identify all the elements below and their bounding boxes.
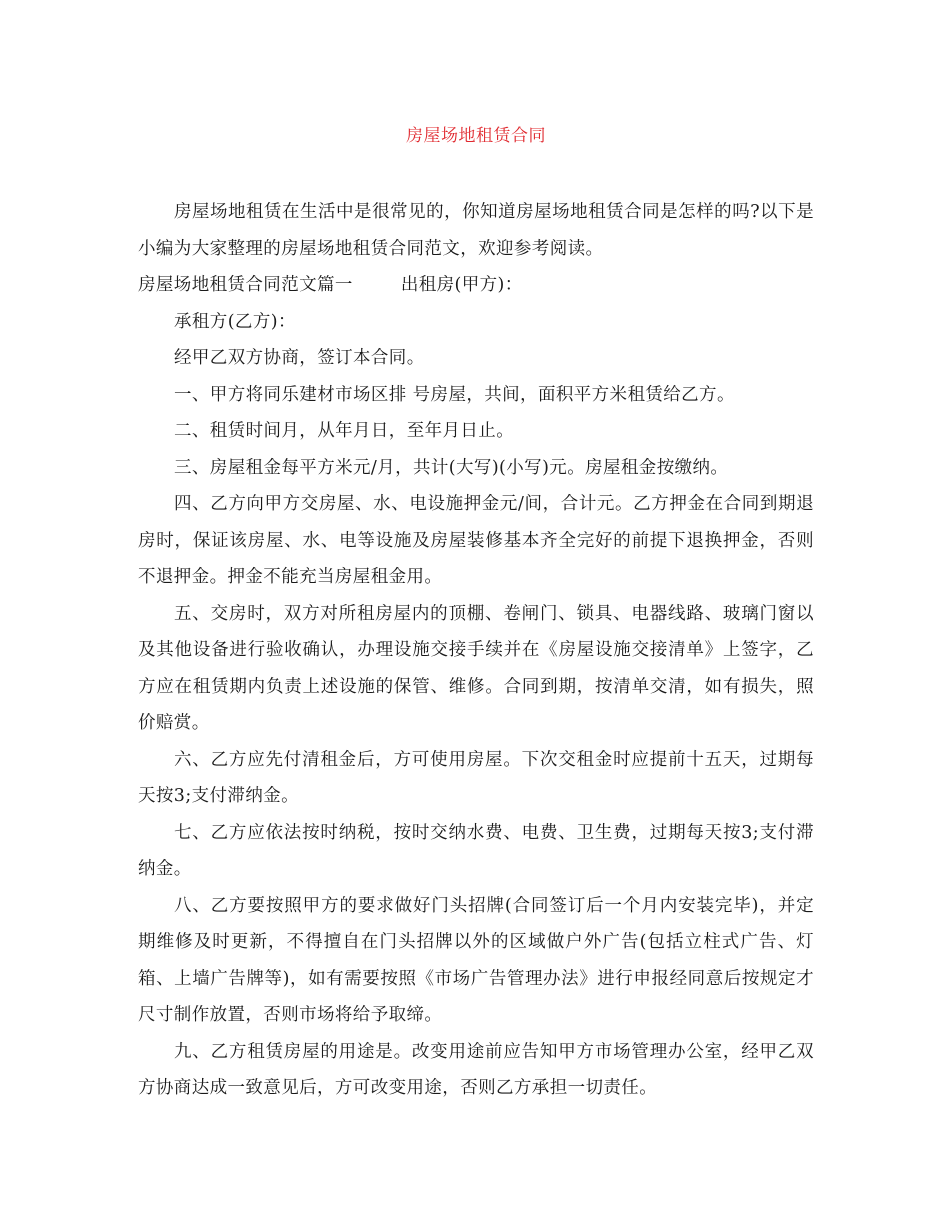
clause-7: 七、乙方应依法按时纳税，按时交纳水费、电费、卫生费，过期每天按3;支付滞纳金。 bbox=[138, 822, 814, 879]
clause-9: 九、乙方租赁房屋的用途是。改变用途前应告知甲方市场管理办公室，经甲乙双方协商达成一致意见后，方可改变用途，否则乙方承担一切责任。 bbox=[138, 1041, 814, 1098]
clause-4: 四、乙方向甲方交房屋、水、电设施押金元/间，合计元。乙方押金在合同到期退房时，保证该房屋、水、电等设施及房屋装修基本齐全完好的前提下退换押金，否则不退押金。押金不能充当房屋租金用。 bbox=[138, 494, 814, 587]
lessee-label: 承租方(乙方)： bbox=[174, 311, 296, 332]
lessor-label: 出租房(甲方)： bbox=[400, 275, 523, 295]
section-heading-line bbox=[138, 267, 814, 304]
document-body bbox=[138, 194, 814, 1107]
clause-8: 八、乙方要按照甲方的要求做好门头招牌(合同签订后一个月内安装完毕)，并定期维修及时更新，不得擅自在门头招牌以外的区域做户外广告(包括立柱式广告、灯箱、上墙广告牌等)，如有需要按照《市场广告管理办法》进行申报经同意后按规定才尺寸制作放置，否则市场将给予取缔。 bbox=[138, 895, 814, 1025]
clause-6: 六、乙方应先付清租金后，方可使用房屋。下次交租金时应提前十五天，过期每天按3;支付滞纳金。 bbox=[138, 749, 814, 806]
document-title: 房屋场地租赁合同 bbox=[406, 126, 546, 146]
clause-1: 一、甲方将同乐建材市场区排 号房屋，共间，面积平方米租赁给乙方。 bbox=[174, 384, 735, 405]
intro-paragraph: 房屋场地租赁在生活中是很常见的，你知道房屋场地租赁合同是怎样的吗?以下是小编为大家整理的房屋场地租赁合同范文，欢迎参考阅读。 bbox=[138, 202, 814, 259]
clause-3: 三、房屋租金每平方米元/月，共计(大写)(小写)元。房屋租金按缴纳。 bbox=[174, 457, 729, 478]
clause-2: 二、租赁时间月，从年月日，至年月日止。 bbox=[174, 421, 515, 441]
agreement-paragraph: 经甲乙双方协商，签订本合同。 bbox=[174, 348, 425, 368]
section-heading: 房屋场地租赁合同范文篇一 bbox=[138, 275, 353, 295]
clause-5: 五、交房时，双方对所租房屋内的顶棚、卷闸门、锁具、电器线路、玻璃门窗以及其他设备进行验收确认，办理设施交接手续并在《房屋设施交接清单》上签字，乙方应在租赁期内负责上述设施的保管、维修。合同到期，按清单交清，如有损失，照价赔赏。 bbox=[138, 603, 814, 733]
